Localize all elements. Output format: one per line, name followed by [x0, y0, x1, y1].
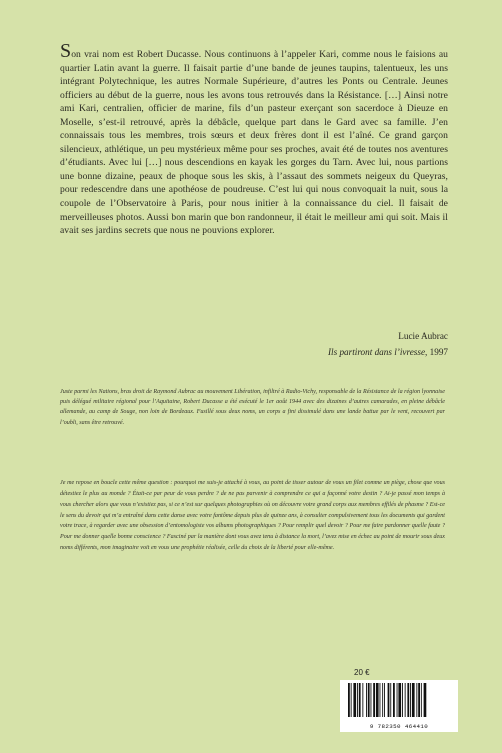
attribution-author: Lucie Aubrac — [398, 331, 448, 341]
barcode-bar — [348, 683, 350, 717]
barcode-bar — [384, 683, 385, 717]
barcode-bar — [393, 683, 395, 717]
barcode-bar — [357, 683, 358, 717]
barcode-bar — [390, 683, 391, 717]
barcode-graphic — [346, 683, 452, 719]
letter-block — [60, 478, 445, 554]
attribution-source — [328, 344, 448, 360]
barcode-bar — [410, 683, 411, 717]
price-label: 20 € — [354, 668, 370, 677]
barcode-bar — [388, 683, 390, 717]
barcode-bar — [351, 683, 352, 717]
attribution-source-year: , 1997 — [425, 347, 448, 357]
biography-block — [60, 387, 445, 428]
barcode-bar — [376, 683, 379, 717]
barcode-bar — [416, 683, 417, 717]
barcode-bar — [397, 683, 398, 717]
barcode-bar — [380, 683, 381, 717]
barcode-bar — [353, 683, 356, 717]
isbn-number: 9 782350 464410 — [369, 723, 429, 730]
barcode-bar — [418, 683, 420, 717]
barcode-bar — [362, 683, 363, 717]
barcode-bar — [371, 683, 372, 717]
barcode-bar — [366, 683, 367, 717]
barcode-bar — [421, 683, 422, 717]
biography-text: Juste parmi les Nations, bras droit de Raymond Aubrac au mouvement Libération, infiltré à Radio-Vichy, responsable de la Résistance de la région lyonnaise puis délégué militaire régional pour l’Aquitaine, Robert Ducasse a été exécuté le 1er août 1944 avec des dizaines d’autres camarades, en pleine débâcle allemande, au camp de Souge, non loin de Bordeaux. Fusillé sous deux noms, un corps a fini dissimulé dans une lande battue par le vent, recouvert par l’oubli, sans être retrouvé. — [60, 389, 445, 426]
barcode-bar — [359, 683, 361, 717]
barcode-bar — [373, 683, 375, 717]
barcode-bar — [402, 683, 403, 717]
quote-attribution — [328, 328, 448, 360]
isbn-barcode — [340, 680, 458, 732]
attribution-source-title: Ils partiront dans l’ivresse — [327, 347, 426, 357]
barcode-bar — [407, 683, 409, 717]
quote-text: Son vrai nom est Robert Ducasse. Nous continuons à l’appeler Kari, comme nous le faisions au quartier Latin avant la guerre. Il faisait partie d’une bande de jeunes taupins, talentueux, les uns intégrant Polytechnique, les autres Normale Supérieure, d’autres les Ponts ou Centrale. Jeunes officiers au début de la guerre, nous les avons tous retrouvés dans la Résistance. […] Ainsi notre ami Kari, centralien, officier de marine, fils d’un pasteur exerçant son sacerdoce à Dieuze en Moselle, s’est-il retrouvé, après la débâcle, quelque part dans le Gard avec sa famille. J’en connaissais tous les membres, trois sœurs et deux frères dont il est l’aîné. Ce grand garçon silencieux, athlétique, un peu mystérieux même pour ses proches, avait été de toutes nos aventures d’étudiants. Avec lui […] nous descendions en kayak les gorges du Tarn. Avec lui, nous partions une bonne dizaine, peaux de phoque sous les skis, à l’assaut des sommets neigeux du Queyras, pour redescendre dans une apothéose de poudreuse. C’est lui qui nous convoquait la nuit, sous la coupole de l’Observatoire à Paris, pour nous initier à la connaissance du ciel. Il faisait de merveilleuses photos. Aussi bon marin que bon randonneur, il était le meilleur ami qui soit. Mais il avait ses jardins secrets que nous ne pouvions explorer. — [60, 40, 448, 237]
barcode-bar — [382, 683, 383, 717]
letter-text: Je me repose en boucle cette même question : pourquoi me suis-je attaché à vous, au point de tisser autour de vous un filet comme un piège, chose que vous détestiez le plus au monde ? Était-ce par peur de vous perdre ? de ne pas parvenir à comprendre ce qui a façonné votre destin ? Ai-je passé mon temps à vous chercher alors que vous n’existiez pas, si ce n’est sur quelques photographies où on découvre votre grand corps aux membres effilés de phasme ? Est-ce le sens du devoir qui m’a entraîné dans cette danse avec votre fantôme depuis plus de quinze ans, à consulter compulsivement tous les documents qui gardent votre trace, à regarder avec une obsession d’entomologiste vos albums photographiques ? Pour remplir quel devoir ? Pour me faire pardonner quelle faute ? Pour me donner quelle bonne conscience ? Fasciné par la manière dont vous avez tenu à distance la mort, l’avez mise en échec au point de mourir sous deux noms différents, mon imaginaire voit en vous une prophétie réalisée, celle du choix de la liberté pour elle-même. — [60, 480, 445, 552]
barcode-bar — [424, 683, 427, 717]
quote-block — [60, 40, 448, 238]
barcode-bar — [405, 683, 406, 717]
barcode-bar — [398, 683, 401, 717]
barcode-bar — [368, 683, 370, 717]
barcode-bar — [412, 683, 415, 717]
